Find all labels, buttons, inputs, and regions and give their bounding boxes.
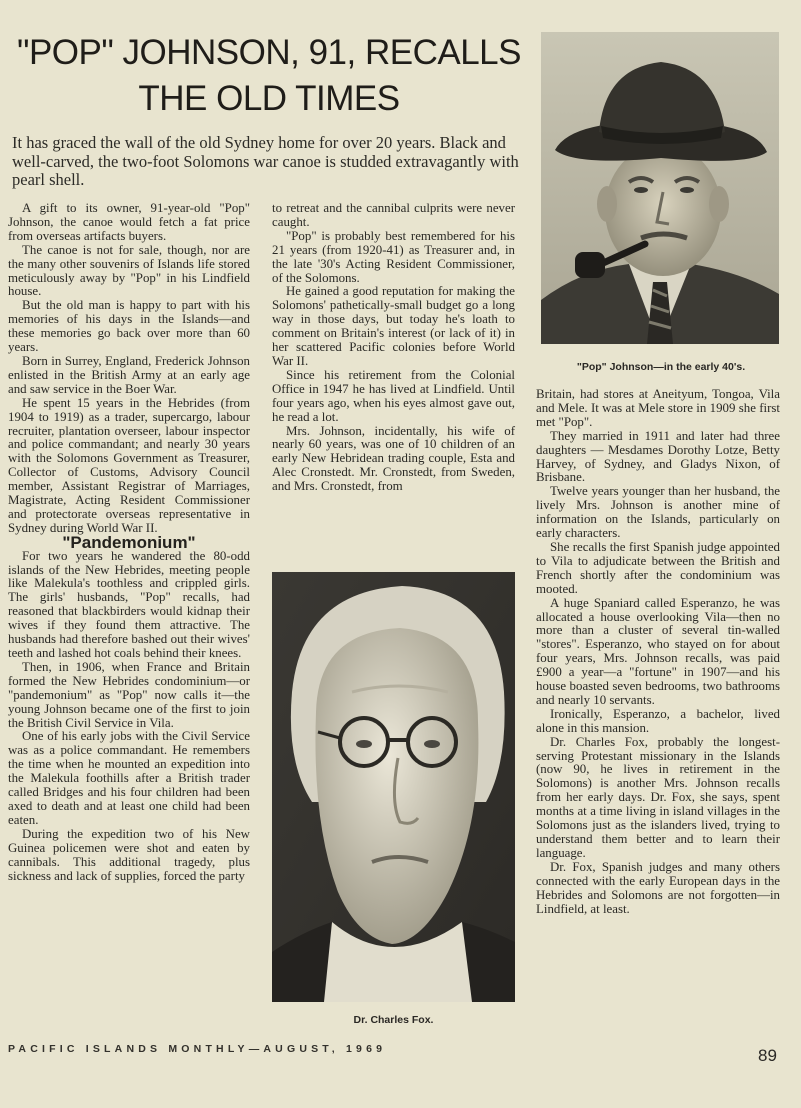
body-paragraph: Mrs. Johnson, incidentally, his wife of nearly 60 years, was one of 10 children of an early New Hebridean trading couple, Esta and Alec Cronstedt. Mr. Cronstedt, from Sweden, and Mrs. Cronstedt, from [272, 423, 515, 494]
body-paragraph: A huge Spaniard called Esperanzo, he was allocated a house overlooking Vila—then no more than a cluster of several tin-walled "stores". Esperanzo, who stayed on for about four years, Mrs. Johnson recalls, was paid £900 a year—a "fortune" in 1907—and his house boasted seven bedrooms, two bathrooms and nearly 10 servants. [536, 595, 780, 707]
body-paragraph: A gift to its owner, 91-year-old "Pop" Johnson, the canoe would fetch a fat price from overseas artifacts buyers. [8, 201, 250, 243]
article-column-1 [8, 202, 250, 883]
body-paragraph: Born in Surrey, England, Frederick Johnson enlisted in the British Army at an early age and saw service in the Boer War. [8, 353, 250, 396]
article-column-2 [272, 202, 515, 494]
pop-johnson-caption: "Pop" Johnson—in the early 40's. [576, 361, 746, 373]
intro-paragraph: It has graced the wall of the old Sydney home for over 20 years. Black and well-carved, the two-foot Solomons war canoe is studded extravagantly with pearl shell. [12, 133, 519, 189]
body-paragraph: They married in 1911 and later had three daughters — Mesdames Dorothy Lotze, Betty Harvey, of Sydney, and Gladys Nixon, of Brisbane. [536, 428, 780, 485]
body-paragraph: Then, in 1906, when France and Britain formed the New Hebrides condominium—or "pandemonium" as "Pop" now calls it—the young Johnson became one of the first to join the British Civil Service in Vila. [8, 659, 250, 730]
body-paragraph: He spent 15 years in the Hebrides (from 1904 to 1919) as a trader, supercargo, labour recruiter, plantation overseer, labour inspector and police commandant; and nearly 30 years with the Solomons Government as Treasurer, Collector of Customs, Advisory Council member, Assistant Registrar of Marriages, Magistrate, Acting Resident Commissioner and protectorate overseas representative in Sydney during World War II. [8, 395, 250, 535]
charles-fox-photo [272, 572, 515, 1002]
body-paragraph: One of his early jobs with the Civil Service was as a police commandant. He remembers the time when he mounted an expedition into the Malekula foothills after a British trader called Bridges and his four children had been axed to death and at least one child had been eaten. [8, 729, 250, 827]
body-paragraph: "Pop" is probably best remembered for his 21 years (from 1920-41) as Treasurer and, in the late '30's Acting Resident Commissioner, of the Solomons. [272, 228, 515, 285]
headline-line-2: THE OLD TIMES [138, 79, 400, 118]
body-paragraph: But the old man is happy to part with his memories of his days in the Islands—and these memories go back over more than 60 years. [8, 298, 250, 355]
pop-johnson-photo [541, 32, 779, 344]
article-column-3 [536, 388, 780, 916]
body-paragraph: Twelve years younger than her husband, the lively Mrs. Johnson is another mine of information on the Islands, particularly on early characters. [536, 484, 780, 541]
charles-fox-caption: Dr. Charles Fox. [353, 1014, 434, 1026]
body-paragraph: The canoe is not for sale, though, nor are the many other souvenirs of Islands life stored meticulously away by "Pop" in his Lindfield house. [8, 242, 250, 299]
magazine-footer: PACIFIC ISLANDS MONTHLY—AUGUST, 1969 [8, 1043, 387, 1055]
section-subhead: "Pandemonium" [62, 532, 196, 552]
body-paragraph: Dr. Fox, Spanish judges and many others connected with the early European days in the Hebrides and Solomons are not forgotten—in Lindfield, at least. [536, 859, 780, 916]
body-paragraph: He gained a good reputation for making the Solomons' pathetically-small budget go a long way in those days, but today he's loath to comment on Britain's interest (or lack of it) in her scattered Pacific colonies before World War II. [272, 284, 515, 368]
headline-line-1: "POP" JOHNSON, 91, RECALLS [17, 33, 521, 72]
body-paragraph: During the expedition two of his New Guinea policemen were shot and eaten by cannibals. This additional tragedy, plus sickness and lack of supplies, forced the party [8, 826, 250, 883]
body-paragraph: For two years he wandered the 80-odd islands of the New Hebrides, meeting people like Malekula's toothless and crippled girls. The girls' husbands, "Pop" recalls, had reasoned that blackbirders would kidnap their wives if they found them attractive. The husbands had therefore bashed out their wives' teeth and lashed hot coals behind their knees. [8, 548, 250, 660]
headline [14, 30, 524, 122]
body-paragraph: to retreat and the cannibal culprits were never caught. [272, 201, 515, 229]
page-number: 89 [758, 1046, 777, 1065]
body-paragraph: Ironically, Esperanzo, a bachelor, lived alone in this mansion. [536, 706, 780, 735]
body-paragraph: Britain, had stores at Aneityum, Tongoa, Vila and Mele. It was at Mele store in 1909 she first met "Pop". [536, 387, 780, 429]
body-paragraph: She recalls the first Spanish judge appointed to Vila to adjudicate between the British and French shortly after the condominium was mooted. [536, 539, 780, 596]
body-paragraph: Dr. Charles Fox, probably the longest-serving Protestant missionary in the Islands (now 90, he lives in retirement in the Solomons) is another Mrs. Johnson recalls from her early days. Dr. Fox, she says, spent months at a time living in island villages in the Solomons just as the islanders lived, trying to understand them better and to learn their language. [536, 734, 780, 860]
body-paragraph: Since his retirement from the Colonial Office in 1947 he has lived at Lindfield. Until four years ago, when his eyes almost gave out, he read a lot. [272, 367, 515, 424]
